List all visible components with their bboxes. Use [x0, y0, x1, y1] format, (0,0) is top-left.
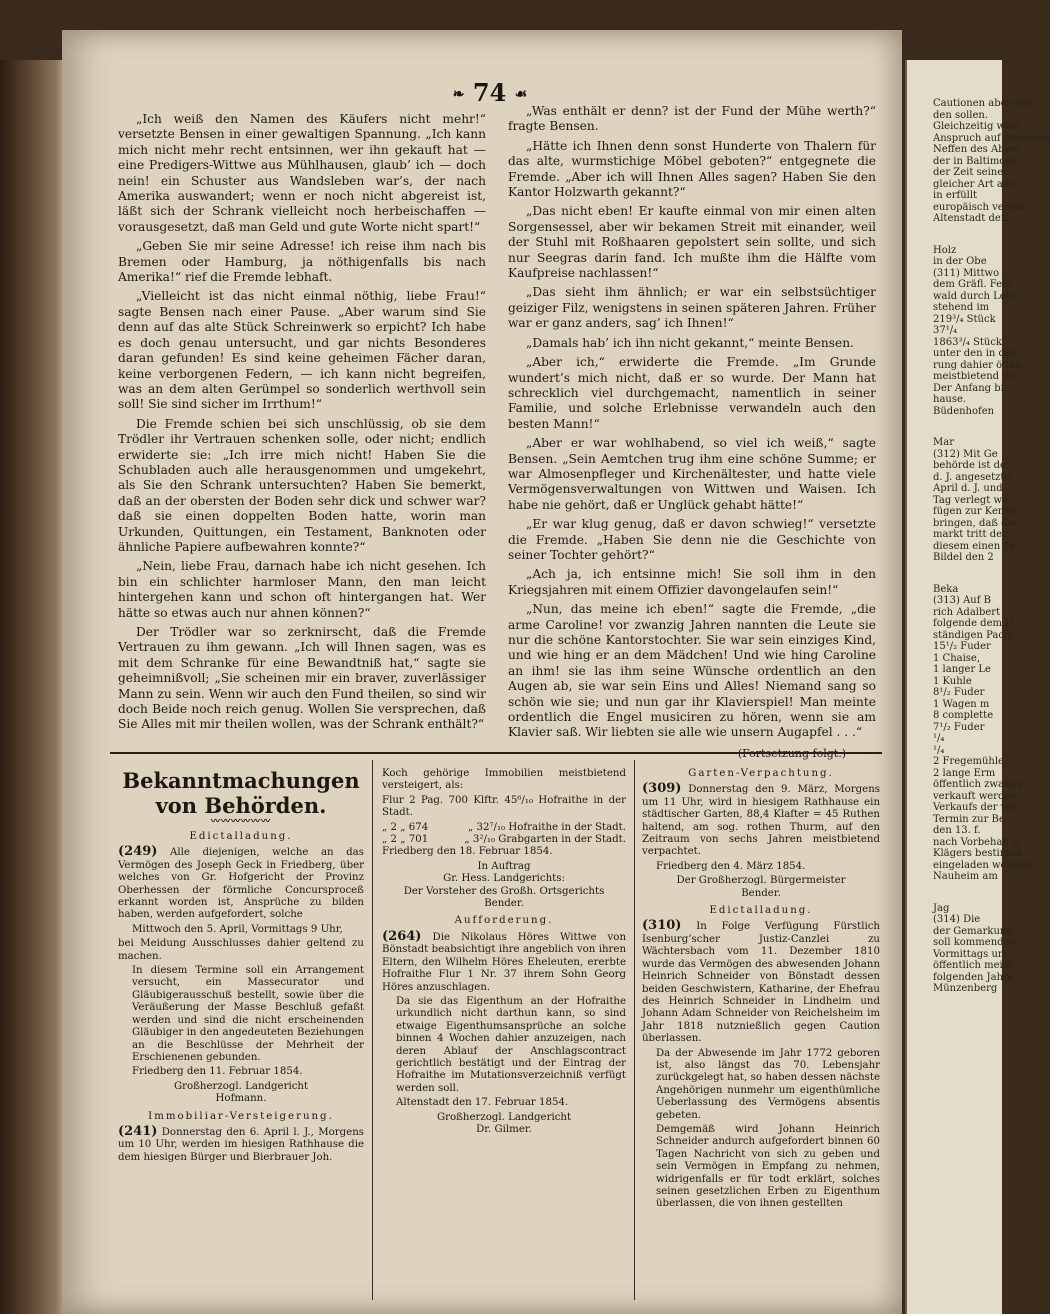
facing-page-line: soll kommenden — [933, 937, 1016, 948]
notice-signature: Bender. — [484, 898, 524, 910]
notice-court: Der Großherzogl. Bürgermeister — [676, 875, 846, 887]
facing-page-line: den sollen. — [933, 109, 989, 121]
facing-page-line: wald durch Lene — [933, 290, 1019, 302]
facing-page-line: ständigen Pacht — [933, 629, 1015, 641]
facing-page-line: nach Vorbehalt a — [933, 836, 1019, 848]
facing-page-line: ¹/₄ — [933, 733, 945, 744]
facing-page-line: markt tritt den — [933, 529, 1009, 540]
facing-page-line: (314) Die — [933, 914, 981, 925]
page-number — [430, 78, 550, 107]
facing-page-line: europäisch verma — [933, 201, 1024, 213]
facing-page-line: stehend im — [933, 302, 990, 313]
flur-row: „ 2 „ 701 „ 3²/₁₀ Grabgarten in der Stadt. — [382, 834, 626, 846]
facing-page-line: 1863³/₄ Stück — [933, 336, 1002, 348]
facing-page-line — [907, 564, 1002, 584]
notice-text: In diesem Termine soll ein Arrangement versucht, ein Massecurator und Gläubigerausschuß bestellt, sowie über die Veräußerung der Masse Beschluß gefaßt werden und sind die nicht erscheinenden Gläubiger in den angedeuteten Beziehungen an die Beschlüsse der Mehrheit der Erschienenen gebunden. — [132, 965, 364, 1063]
notice-title: Edictalladung. — [709, 905, 813, 917]
notice-signature: Bender. — [741, 887, 781, 899]
story-paragraph: „Was enthält er denn? ist der Fund der Mühe werth?“ fragte Bensen. — [508, 104, 876, 134]
story-paragraph: Der Trödler war so zerknirscht, daß die Fremde Vertrauen zu ihm gewann. „Ich will Ihnen sagen, was es mit dem Schranke für eine Bewandtniß hat,“ sagte sie geheimnißvoll; „Sie scheinen mir ein braver, zuverlässiger Mann zu sein. Wenn wir auch den Fund theilen, so sind wir doch Beide noch reich genug. Wollen Sie versprechen, daß Sie Alles mit mir theilen wollen, was der Schrank enthält?“ — [118, 625, 486, 732]
notice-title: Edictalladung. — [189, 831, 293, 842]
facing-page-line: 1 Wagen m — [933, 698, 990, 710]
facing-page-line: Mar — [933, 437, 954, 448]
story-paragraph: „Damals hab’ ich ihn nicht gekannt,“ meinte Bensen. — [526, 335, 854, 350]
story-paragraph: „Er war klug genug, daß er davon schwieg!“ versetzte die Fremde. „Haben Sie denn nie die Geschichte von seiner Tochter gehört?“ — [508, 517, 876, 562]
facing-page-line: Anspruch auf Abwesen — [933, 132, 1050, 144]
facing-page-line: Münzenberg — [933, 983, 998, 994]
section-divider — [110, 752, 882, 754]
story-paragraph: „Hätte ich Ihnen denn sonst Hunderte von Thalern für das alte, wurmstichige Möbel geboten?“ entgegnete die Fremde. „Aber ich will Ihnen Alles sagen? Haben Sie den Kantor Holzwarth gekannt?“ — [508, 138, 876, 200]
right-ornament-icon: ☙ — [514, 86, 528, 103]
facing-page-line — [907, 417, 1002, 437]
facing-page-line: den 13. f. — [933, 825, 981, 836]
announcements-heading: Bekanntmachungen von Behörden. 〰〰〰〰〰〰 — [118, 768, 364, 826]
facing-page-line: (312) Mit Ge — [933, 448, 998, 460]
notice-signature: Dr. Gilmer. — [476, 1123, 532, 1135]
facing-page-line: bringen, daß die — [933, 517, 1017, 529]
story-paragraph: „Ich weiß den Namen des Käufers nicht mehr!“ versetzte Bensen in einer gewaltigen Spannung. „Ich kann mich nicht mehr recht entsinnen, wer ihn gekauft hat — eine Predigers-Wittwe aus Mühlhausen, glaub’ ich — doch nein! ein Schuster aus Wandsleben war’s, der nach Amerika auswandert; wenn er noch nicht abgereist ist, läßt sich der Schrank vielleicht noch herbeischaffen — vorausgesetzt, daß man Geld und gute Worte nicht spart!“ — [118, 112, 486, 234]
notice-court: Der Vorsteher des Großh. Ortsgerichts — [403, 885, 605, 897]
story-paragraph: „Vielleicht ist das nicht einmal nöthig, liebe Frau!“ sagte Bensen nach einer Pause. „Aber warum sind Sie denn auf das alte Stück Schreinwerk so erpicht? Ich habe es doch genau untersucht, und gar nichts Besonderes daran gefunden! Es sind keine geheimen Fächer daran, keine verborgenen Federn, — ich kann nicht begreifen, was an dem alten Gerümpel so sonderlich werthvoll sein soll! Sie sind sicher im Irrthum!“ — [118, 289, 486, 412]
facing-page-line: rung dahier öffen — [933, 359, 1022, 371]
facing-page-line: Verkaufs der vor — [933, 802, 1018, 813]
facing-page-line: Cautionen aber pen — [933, 98, 1034, 109]
left-ornament-icon: ❧ — [452, 86, 465, 103]
facing-page-line: 1 Kuhle — [933, 675, 972, 687]
facing-page-line: Termin zur Be — [933, 813, 1005, 825]
column-divider — [372, 760, 373, 1300]
facing-page-line: 15¹/₂ Fuder — [933, 641, 991, 652]
notice-place: Friedberg den 11. Februar 1854. — [132, 1066, 303, 1078]
notice-text: Koch gehörige Immobilien meistbietend versteigert, als: — [382, 768, 626, 792]
facing-page-line: öffentlich meist — [933, 960, 1012, 971]
story-column-right — [508, 104, 876, 760]
notice-signature: Hofmann. — [215, 1093, 267, 1105]
notice-text: Demgemäß wird Johann Heinrich Schneider andurch aufgefordert binnen 60 Tagen Nachricht von sich zu geben und sein Vermögen in Empfang zu nehmen, widrigenfalls er für todt erklärt, solches seinen gesetzlichen Erben zu Eigenthum überlassen, die von ihnen gestellten — [656, 1123, 880, 1210]
notice-place: Friedberg den 4. März 1854. — [656, 860, 806, 872]
notice-249: (249) Alle diejenigen, welche an das Vermögen des Joseph Geck in Friedberg, über welches von Gr. Hofgericht der Provinz Oberhessen der förmliche Concursproceß erkannt worden ist, Ansprüche zu bilden haben, werden aufgefordert, solche — [118, 844, 364, 921]
facing-page-line: 1 Chaise, — [933, 652, 981, 664]
facing-page-line: Neffen des Abwe — [933, 144, 1020, 155]
facing-page-line: Der Anfang bi — [933, 382, 1004, 394]
facing-page-line: rich Adalbert — [933, 606, 1001, 618]
facing-page-line: Altenstadt den — [933, 213, 1008, 224]
column-divider — [634, 760, 635, 1300]
facing-page-line: Klägers bestimmt — [933, 848, 1023, 859]
facing-page — [905, 60, 1050, 1314]
facing-page-line: (313) Auf B — [933, 595, 991, 606]
facing-page-line — [907, 225, 1002, 245]
facing-page-line: unter den in der — [933, 348, 1016, 359]
book-spine — [0, 60, 70, 1314]
facing-page-line: verkauft werden — [933, 790, 1017, 802]
story-paragraph: „Geben Sie mir seine Adresse! ich reise ihm nach bis Bremen oder Hamburg, ja nöthigenfalls bis nach Amerika!“ rief die Fremde lebhaft. — [118, 239, 486, 285]
facing-page-line: der in Baltimore — [933, 155, 1017, 167]
facing-page-line: Vormittags um — [933, 948, 1008, 960]
announcements-column-2 — [382, 768, 626, 1136]
facing-page-line: behörde ist de — [933, 460, 1006, 471]
facing-page-line: Büdenhofen — [933, 405, 995, 417]
story-paragraph: „Aber ich,“ erwiderte die Fremde. „Im Grunde wundert’s mich nicht, daß er so wurde. Der Mann hat schrecklich viel durchgemacht, namentlich in seiner Familie, und solche Erlebnisse verwandeln auch den besten Mann!“ — [508, 355, 876, 431]
story-paragraph: „Nein, liebe Frau, darnach habe ich nicht gesehen. Ich bin ein schlichter harmloser Mann, den man leicht hintergehen kann und schon oft hintergangen hat. Wer hätte so etwas auch nur ahnen können?“ — [118, 559, 486, 620]
notice-text: bei Meidung Ausschlusses dahier geltend zu machen. — [118, 938, 364, 962]
notice-court: Großherzogl. Landgericht — [173, 1080, 309, 1092]
facing-page-line: meistbietend ve — [933, 371, 1014, 382]
facing-page-line: Tag verlegt wo — [933, 494, 1009, 506]
notice-court: Großherzogl. Landgericht — [436, 1111, 572, 1123]
facing-page-line: 37¹/₄ — [933, 325, 958, 336]
facing-page-line: 2 lange Erm — [933, 767, 996, 779]
facing-page-line: 8 complette — [933, 710, 994, 721]
continuation-note: (Fortsetzung folgt.) — [737, 746, 846, 760]
facing-page-line: Nauheim am — [933, 871, 998, 882]
facing-page-line: Bildel den 2 — [933, 552, 994, 563]
flur-row: „ 2 „ 674 „ 32⁷/₁₀ Hofraithe in der Stadt. — [382, 821, 626, 833]
facing-page-line: eingeladen werden — [933, 859, 1030, 871]
notice-text: Da sie das Eigenthum an der Hofraithe urkundlich nicht darthun kann, so sind etwaige Eigenthumsansprüche an solche binnen 4 Wochen dahier anzuzeigen, nach deren Ablauf der Anschlagscontract gerichtlich bestätigt und der Eintrag der Hofraithe im Mutationsverzeichniß verfügt werden soll. — [396, 995, 626, 1094]
story-column-left — [118, 112, 486, 737]
story-paragraph: „Das nicht eben! Er kaufte einmal von mir einen alten Sorgensessel, aber wir bekamen Streit mit einander, weil der Stuhl mit Roßhaaren gepolstert sein sollte, und sich nur Seegras darin fand. Ich mußte ihm die Hälfte vom Kaufpreise nachlassen!“ — [508, 204, 876, 281]
facing-page-line: Holz — [933, 244, 957, 256]
facing-page-line — [907, 883, 1002, 903]
facing-page-line: folgende dem D — [933, 618, 1014, 629]
story-paragraph: Die Fremde schien bei sich unschlüssig, ob sie dem Trödler ihr Vertrauen schenken solle, oder nicht; endlich erwiderte sie: „Ich irre mich nicht! Haben Sie die Schubladen auch alle herausgenommen und umgekehrt, als Sie den Schrank untersuchten? Haben Sie bemerkt, daß an der obersten der Boden sehr dick und schwer war? daß sie einen doppelten Boden hatte, worin man Urkunden, Quittungen, ein Testament, Banknoten oder ähnliche Papiere aufbewahren konnte?“ — [118, 416, 486, 554]
facing-page-line: d. J. angesetzte — [933, 471, 1011, 483]
notice-place: Friedberg den 18. Februar 1854. — [382, 846, 553, 858]
facing-page-line: gleicher Art aus — [933, 178, 1015, 190]
facing-page-line: öffentlich zwangs — [933, 779, 1022, 790]
facing-page-line: (311) Mittwo — [933, 267, 1000, 279]
facing-page-line: diesem einen Ta — [933, 540, 1016, 552]
notice-309: (309) Donnerstag den 9. März, Morgens um 11 Uhr, wird in hiesigem Rathhause ein städtischer Garten, 88,4 Klafter = 45 Ruthen haltend, am sog. rothen Thurm, auf den Zeitraum von sechs Jahren meistbietend verpachtet. — [642, 781, 880, 858]
facing-page-line: 7¹/₂ Fuder — [933, 721, 985, 733]
facing-page-line: in der Obe — [933, 256, 987, 267]
heading-ornament: 〰〰〰〰〰〰 — [210, 817, 271, 827]
notice-text: Da der Abwesende im Jahr 1772 geboren ist, also längst das 70. Lebensjahr zurückgelegt hat, so haben dessen nächste Angehörigen nunmehr um eigenthümliche Ueberlassung des Vermögens absentis gebeten. — [656, 1047, 880, 1121]
notice-310: (310) In Folge Verfügung Fürstlich Isenburg’scher Justiz-Canzlei zu Wächtersbach vom 11. Dezember 1810 wurde das Vermögen des abwesenden Johann Heinrich Schneider von Bönstadt dessen beiden Geschwistern, Katharine, der Ehefrau des Heinrich Schneider in Lindheim und Johann Adam Schneider von Reichelsheim im Jahr 1818 nutznießlich gegen Caution überlassen. — [642, 918, 880, 1045]
facing-page-line: Jag — [933, 902, 950, 914]
notice-court: Gr. Hess. Landgerichts: — [443, 873, 565, 885]
notice-title: Garten-Verpachtung. — [688, 768, 834, 779]
notice-title: Immobiliar-Versteigerung. — [148, 1110, 334, 1122]
facing-page-text — [907, 98, 1050, 995]
facing-page-line: ¹/₄ — [933, 744, 945, 756]
facing-page-line: in erfüllt — [933, 190, 978, 201]
facing-page-line: der Gemarkung — [933, 925, 1013, 937]
facing-page-line: 219³/₄ Stück — [933, 313, 996, 325]
facing-page-line: 1 langer Le — [933, 664, 991, 675]
announcements-column-3 — [642, 768, 880, 1213]
facing-page-line: 2 Fregemühle — [933, 756, 1004, 767]
facing-page-line: Beka — [933, 583, 959, 595]
notice-place: Altenstadt den 17. Februar 1854. — [396, 1097, 569, 1109]
page-number-text: 74 — [472, 78, 507, 107]
notice-264: (264) Die Nikolaus Höres Wittwe von Bönstadt beabsichtigt ihre angeblich von ihren Eltern, den Wilhelm Höres Eheleuten, ererbte Hofraithe Flur 1 Nr. 37 ihrem Sohn Georg Höres anzuschlagen. — [382, 928, 626, 993]
announcements-column-1 — [118, 768, 364, 1166]
notice-auftrag: In Auftrag — [477, 860, 531, 872]
story-paragraph: „Nun, das meine ich eben!“ sagte die Fremde, „die arme Caroline! vor zwanzig Jahren nannten die Leute sie nur die schöne Kantorstochter. Sie war sein einziges Kind, und wie hing er an dem Mädchen! Und wie hing Caroline an ihm! sie las ihm seine Wünsche ordentlich an den Augen ab, sie war sein Eins und Alles! Niemand sang so schön wie sie; und nun gar ihr Klavierspiel! Man meinte ordentlich die Engel musiciren zu hören, wenn sie am Klavier saß. Wir liebten sie alle wie unsern Augapfel . . .“ — [508, 602, 876, 740]
facing-page-line: hause. — [933, 394, 967, 405]
story-paragraph: „Das sieht ihm ähnlich; er war ein selbstsüchtiger geiziger Filz, wenigstens in seinen späteren Jahren. Früher war er ganz anders, sag’ ich Ihnen!“ — [508, 285, 876, 331]
facing-page-line: dem Gräfl. Fels — [933, 279, 1011, 290]
facing-page-line: folgenden Jahre — [933, 971, 1014, 983]
notice-241: (241) Donnerstag den 6. April l. J., Morgens um 10 Uhr, werden im hiesigen Rathhause die dem hiesigen Bürger und Bierbrauer Joh. — [118, 1123, 364, 1163]
facing-page-line: der Zeit seiner — [933, 167, 1008, 178]
notice-title: Aufforderung. — [454, 915, 554, 927]
story-paragraph: „Ach ja, ich entsinne mich! Sie soll ihm in den Kriegsjahren mit einem Offizier davongelaufen sein!“ — [508, 567, 876, 597]
facing-page-line: Gleichzeitig wird — [933, 121, 1020, 132]
facing-page-line: 8¹/₂ Fuder — [933, 687, 985, 698]
flur-row: Flur 2 Pag. 700 Klftr. 45⁶/₁₀ Hofraithe in der Stadt. — [382, 794, 626, 819]
story-paragraph: „Aber er war wohlhabend, so viel ich weiß,“ sagte Bensen. „Sein Aemtchen trug ihm eine schöne Summe; er war Almosenpfleger und Kirchenältester, und hatte viele Vermögensverwaltungen von Wittwen und Waisen. Ich habe nie gehört, daß er Unglück gehabt hätte!“ — [508, 436, 876, 512]
notice-date: Mittwoch den 5. April, Vormittags 9 Uhr, — [132, 923, 343, 935]
facing-page-line: April d. J. und — [933, 483, 1003, 494]
facing-page-line: fügen zur Kennt — [933, 506, 1015, 517]
